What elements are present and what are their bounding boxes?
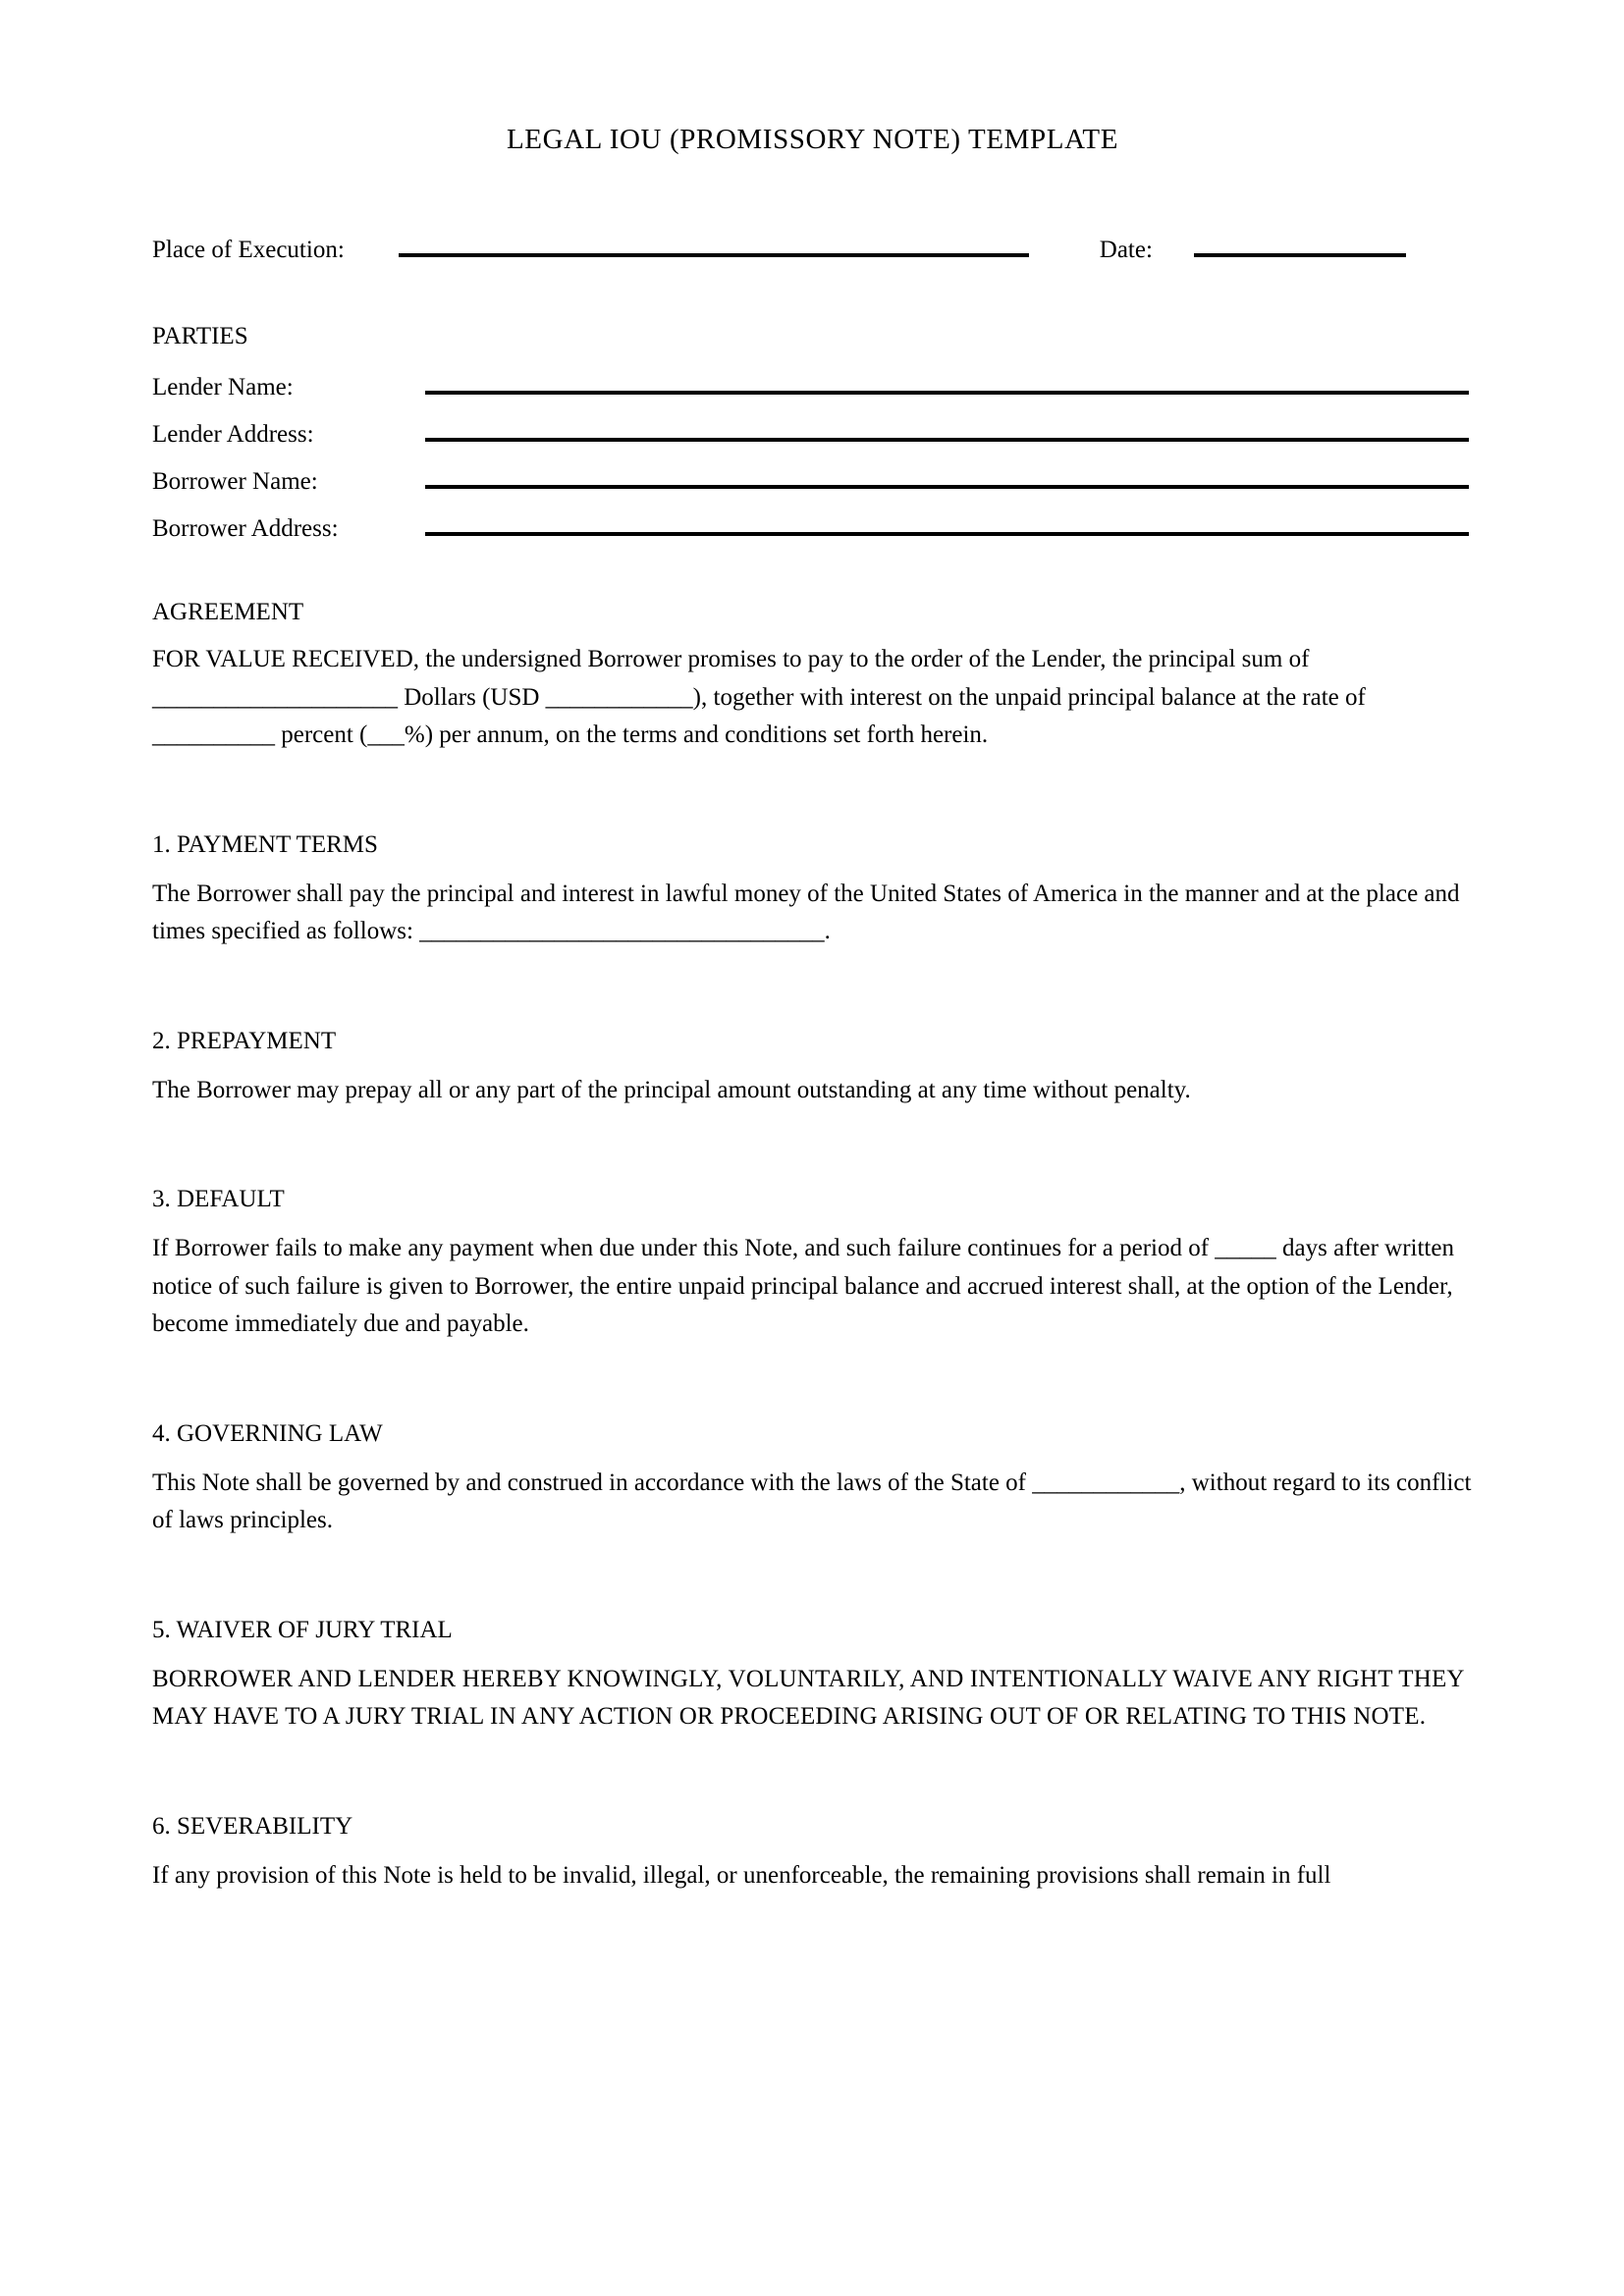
borrower-address-input[interactable] xyxy=(425,506,1469,536)
section-body-prepayment: The Borrower may prepay all or any part of the principal amount outstanding at any time without penalty. xyxy=(152,1076,1191,1103)
place-of-execution-label: Place of Execution: xyxy=(152,236,345,263)
borrower-address-label: Borrower Address: xyxy=(152,515,339,543)
section-heading-prepayment: 2. PREPAYMENT xyxy=(152,1028,337,1055)
agreement-heading: AGREEMENT xyxy=(152,599,304,626)
party-row-lender-address xyxy=(152,411,1473,449)
section-default xyxy=(152,1181,1473,1344)
date-input[interactable] xyxy=(1194,228,1406,257)
section-severability xyxy=(152,1808,1473,1895)
party-row-borrower-name xyxy=(152,458,1473,496)
place-of-execution-input[interactable] xyxy=(399,228,1029,257)
party-row-borrower-address xyxy=(152,506,1473,543)
section-waiver-of-jury-trial xyxy=(152,1612,1473,1736)
section-heading-waiver-of-jury-trial: 5. WAIVER OF JURY TRIAL xyxy=(152,1617,453,1644)
agreement-body: FOR VALUE RECEIVED, the undersigned Borrower promises to pay to the order of the Lender, the principal sum of ____________________ Dollars (USD ____________), together with interest on the unpaid principal balance at the rate of __________ percent (___%) per annum, on the terms and conditions set forth herein. xyxy=(152,645,1366,749)
section-governing-law xyxy=(152,1415,1473,1540)
section-heading-default: 3. DEFAULT xyxy=(152,1186,285,1213)
borrower-name-input[interactable] xyxy=(425,458,1469,489)
parties-heading: PARTIES xyxy=(152,322,248,349)
lender-name-label: Lender Name: xyxy=(152,374,294,401)
section-body-waiver-of-jury-trial: BORROWER AND LENDER HEREBY KNOWINGLY, VOLUNTARILY, AND INTENTIONALLY WAIVE ANY RIGHT THEY MAY HAVE TO A JURY TRIAL IN ANY ACTION OR PROCEEDING ARISING OUT OF OR RELATING TO THIS NOTE. xyxy=(152,1665,1464,1731)
section-heading-governing-law: 4. GOVERNING LAW xyxy=(152,1420,383,1448)
document-content xyxy=(152,0,1473,1895)
date-label: Date: xyxy=(1099,236,1153,263)
execution-row xyxy=(152,228,1473,264)
section-body-governing-law: This Note shall be governed by and construed in accordance with the laws of the State of ____________, without regard to its conflict of laws principles. xyxy=(152,1468,1472,1534)
agreement-section xyxy=(152,594,1473,755)
section-body-severability: If any provision of this Note is held to be invalid, illegal, or unenforceable, the remaining provisions shall remain in full xyxy=(152,1861,1331,1889)
section-payment-terms xyxy=(152,827,1473,951)
section-body-default: If Borrower fails to make any payment when due under this Note, and such failure continues for a period of _____ days after written notice of such failure is given to Borrower, the entire unpaid principal balance and accrued interest shall, at the option of the Lender, become immediately due and payable. xyxy=(152,1234,1454,1338)
lender-address-input[interactable] xyxy=(425,411,1469,442)
lender-name-input[interactable] xyxy=(425,364,1469,395)
party-row-lender-name xyxy=(152,364,1473,401)
section-heading-payment-terms: 1. PAYMENT TERMS xyxy=(152,831,378,859)
page-title: LEGAL IOU (PROMISSORY NOTE) TEMPLATE xyxy=(506,124,1119,155)
section-body-payment-terms: The Borrower shall pay the principal and interest in lawful money of the United States of America in the manner and at the place and times specified as follows: _________________________________. xyxy=(152,880,1460,945)
borrower-name-label: Borrower Name: xyxy=(152,468,318,496)
section-prepayment xyxy=(152,1023,1473,1109)
section-heading-severability: 6. SEVERABILITY xyxy=(152,1813,353,1841)
lender-address-label: Lender Address: xyxy=(152,421,314,449)
